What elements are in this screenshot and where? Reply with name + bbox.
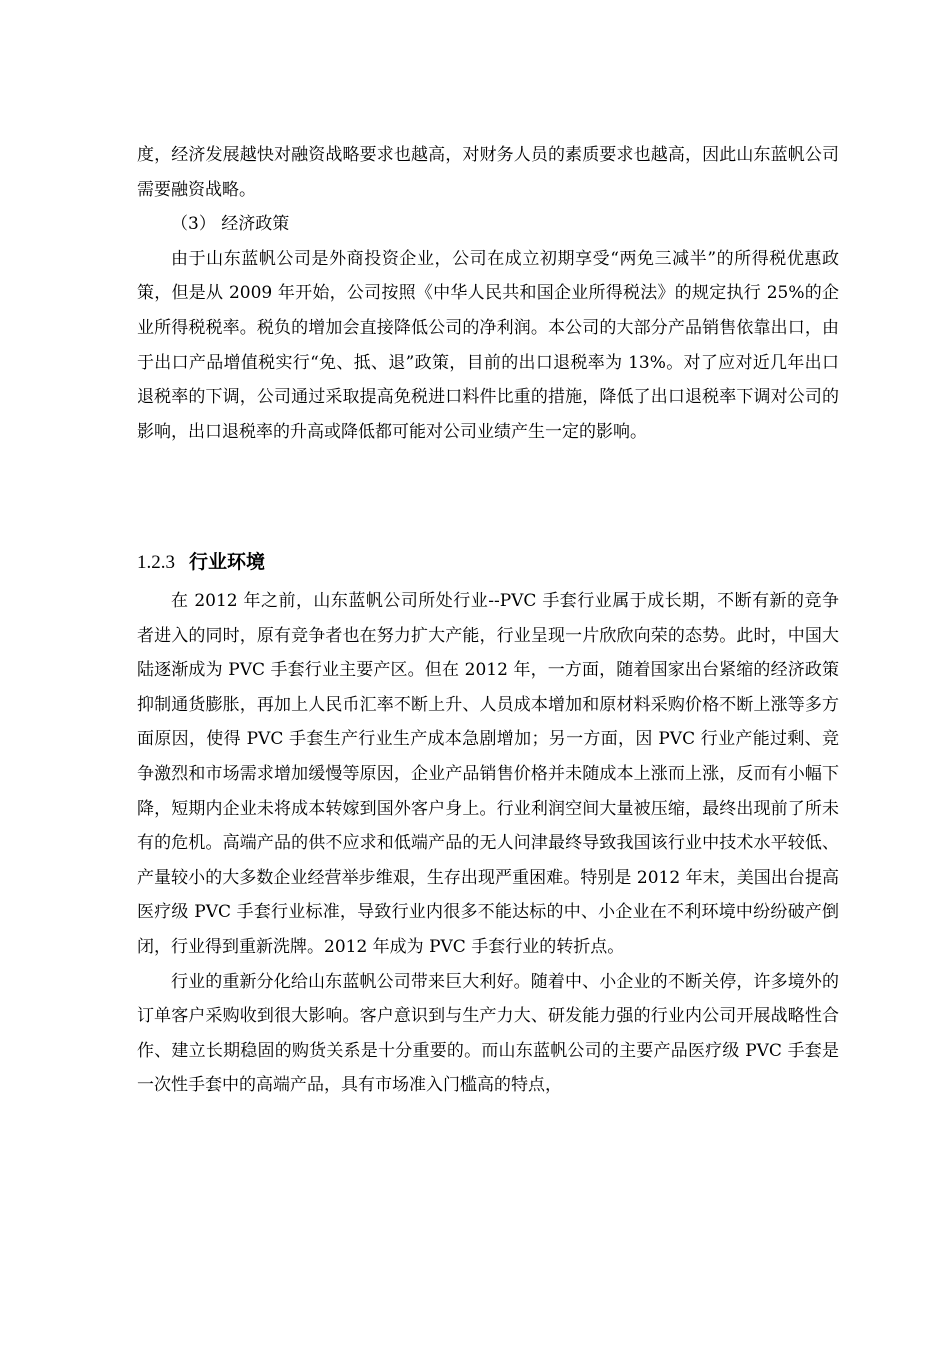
- subheading-economic-policy: （3） 经济政策: [171, 214, 290, 235]
- paragraph-industry-history: 在 2012 年之前，山东蓝帆公司所处行业--PVC 手套行业属于成长期，不断有新的竞争者进入的同时，原有竞争者也在努力扩大产能，行业呈现一片欣欣向荣的态势。此时，中国大陆逐渐成为 PVC 手套行业主要产区。但在 2012 年，一方面，随着国家出台紧缩的经济政策抑制通货膨胀，再加上人民币汇率不断上升、人员成本增加和原材料采购价格不断上涨等多方面原因，使得 PVC 手套生产行业生产成本急剧增加；另一方面，因 PVC 行业产能过剩、竞争激烈和市场需求增加缓慢等原因，企业产品销售价格并未随成本上涨而上涨，反而有小幅下降，短期内企业未将成本转嫁到国外客户身上。行业利润空间大量被压缩，最终出现前了所未有的危机。高端产品的供不应求和低端产品的无人问津最终导致我国该行业中技术水平较低、产量较小的大多数企业经营举步维艰，生存出现严重困难。特别是 2012 年末，美国出台提高医疗级 PVC 手套行业标准，导致行业内很多不能达标的中、小企业在不利环境中纷纷破产倒闭，行业得到重新洗牌。2012 年成为 PVC 手套行业的转折点。: [137, 591, 839, 957]
- section-title: 行业环境: [189, 551, 266, 573]
- paragraph-tax-policy: 由于山东蓝帆公司是外商投资企业，公司在成立初期享受“两免三减半”的所得税优惠政策，但是从 2009 年开始，公司按照《中华人民共和国企业所得税法》的规定执行 25%的企业所得税税率。税负的增加会直接降低公司的净利润。本公司的大部分产品销售依靠出口，由于出口产品增值税实行“免、抵、退”政策，目前的出口退税率为 13%。对了应对近几年出口退税率的下调，公司通过采取提高免税进口料件比重的措施，降低了出口退税率下调对公司的影响，出口退税率的升高或降低都可能对公司业绩产生一定的影响。: [137, 248, 839, 442]
- section-heading: [137, 546, 839, 578]
- section-number: 1.2.3: [137, 552, 175, 573]
- paragraph-continuation: 度，经济发展越快对融资战略要求也越高，对财务人员的素质要求也越高，因此山东蓝帆公司需要融资战略。: [137, 145, 839, 200]
- text-block-economic-policy: [137, 138, 839, 449]
- text-block-industry: [137, 584, 839, 1103]
- paragraph-industry-opportunity: 行业的重新分化给山东蓝帆公司带来巨大利好。随着中、小企业的不断关停，许多境外的订单客户采购收到很大影响。客户意识到与生产力大、研发能力强的行业内公司开展战略性合作、建立长期稳固的购货关系是十分重要的。而山东蓝帆公司的主要产品医疗级 PVC 手套是一次性手套中的高端产品，具有市场准入门槛高的特点，: [137, 971, 839, 1096]
